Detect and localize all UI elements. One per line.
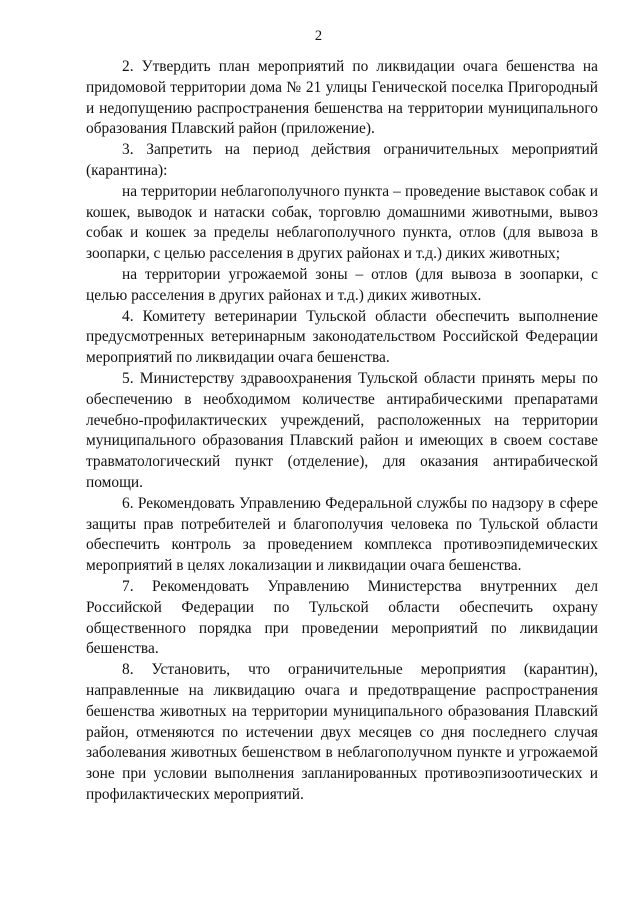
paragraph-item-4: 4. Комитету ветеринарии Тульской области обеспечить выполнение предусмотренных ветеринарным законодательством Российской Федерации мероприятий по ликвидации очага бешенства. — [86, 307, 598, 367]
paragraph-item-3-subitem-1: на территории неблагополучного пункта – проведение выставок собак и кошек, выводок и натаски собак, торговлю домашними животными, вывоз собак и кошек за пределы неблагополучного пункта, отлов (для вывоза в зоопарки, с целью расселения в других районах и т.д.) диких животных; — [86, 182, 598, 263]
paragraph-item-3: 3. Запретить на период действия ограничительных мероприятий (карантина): — [86, 141, 598, 179]
paragraph-item-8: 8. Установить, что ограничительные мероприятия (карантин), направленные на ликвидацию очага и предотвращение распространения бешенства животных на территории муниципального образования Плавский район, отменяются по истечении двух месяцев со дня последнего случая заболевания животных бешенством в неблагополучном пункте и угрожаемой зоне при условии выполнения запланированных противоэпизоотических и профилактических мероприятий. — [86, 661, 598, 803]
paragraph-item-6: 6. Рекомендовать Управлению Федеральной службы по надзору в сфере защиты прав потребителей и благополучия человека по Тульской области обеспечить контроль за проведением комплекса противоэпидемических мероприятий в целях локализации и ликвидации очага бешенства. — [86, 494, 598, 575]
page-number: 2 — [314, 28, 323, 44]
paragraph-item-7: 7. Рекомендовать Управлению Министерства внутренних дел Российской Федерации по Тульской области обеспечить охрану общественного порядка при проведении мероприятий по ликвидации бешенства. — [86, 577, 598, 658]
paragraph-item-5: 5. Министерству здравоохранения Тульской области принять меры по обеспечению в необходимом количестве антирабическими препаратами лечебно-профилактических учреждений, расположенных на территории муниципального образования Плавский район и имеющих в своем составе травматологический пункт (отделение), для оказания антирабической помощи. — [86, 369, 598, 491]
paragraph-item-2: 2. Утвердить план мероприятий по ликвидации очага бешенства на придомовой территории дома № 21 улицы Генической поселка Пригородный и недопущению распространения бешенства на территории муниципального образования Плавский район (приложение). — [86, 58, 598, 138]
document-body — [86, 57, 598, 806]
paragraph-item-3-subitem-2: на территории угрожаемой зоны – отлов (для вывоза в зоопарки, с целью расселения в других районах и т.д.) диких животных. — [86, 265, 598, 304]
